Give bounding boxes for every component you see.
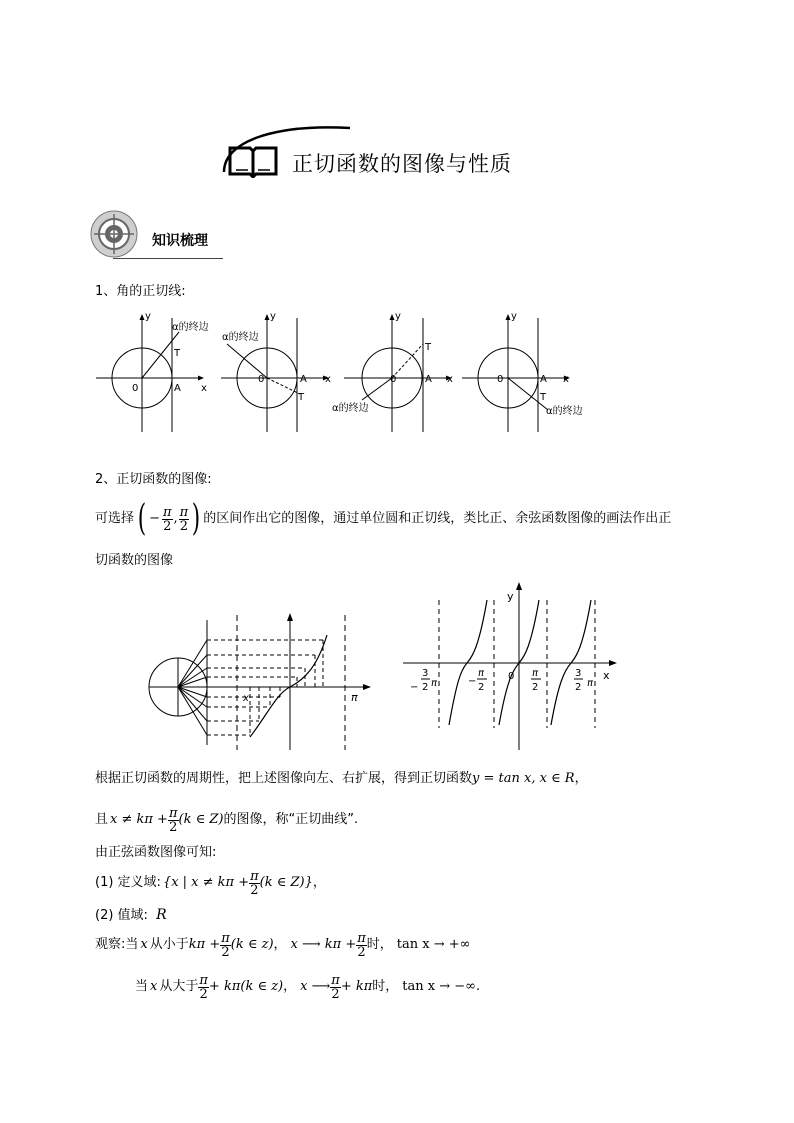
heading-tangent-line: 1、角的正切线:: [95, 284, 186, 299]
observation-line-2: [135, 970, 480, 1004]
fig1-y-label: y: [145, 311, 151, 322]
tangent-figure-3: [332, 311, 453, 432]
obs1-time: 时，: [366, 937, 393, 952]
domain-end: ，: [312, 875, 326, 890]
fig2-terminal-label: α的终边: [222, 332, 259, 343]
interval-comma: ,: [173, 511, 178, 526]
obs2-kpi: + kπ(k ∈ z): [208, 979, 284, 994]
right-fig-origin-label: 0: [508, 671, 515, 682]
interval-suffix: 的区间作出它的图像，通过单位圆和正切线，类比正、余弦函数图像的画法作出正: [203, 511, 672, 526]
tangent-line-figures: [92, 310, 592, 436]
tangent-figure-2: [221, 311, 331, 432]
label-neg-half-pi: π: [478, 668, 485, 679]
fig3-terminal-label: α的终边: [332, 403, 369, 414]
def-fraction: $\frac{\pi}{2}$: [168, 805, 178, 835]
fig4-terminal-label: α的终边: [546, 406, 583, 417]
range-line: [95, 906, 167, 925]
fig1-o-label: 0: [132, 383, 139, 394]
domain-fraction: $\frac{\pi}{2}$: [250, 868, 259, 898]
label-neg-three-pi: π: [431, 678, 438, 689]
label-neg-half-minus: −: [468, 676, 477, 687]
domain-math-a: {x | x ≠ kπ +: [162, 875, 250, 890]
label-three-half-den: 2: [575, 682, 582, 693]
right-fig-x-label: x: [603, 669, 610, 682]
book-icon: [228, 146, 278, 178]
label-neg-three-den: 2: [422, 682, 429, 693]
fraction-pi-over-2-a: $\frac{\pi}{2}$: [162, 504, 172, 534]
domain-line: [95, 866, 326, 900]
obs2-comma: ，: [283, 979, 297, 994]
obs1-kpi: kπ +: [188, 937, 221, 952]
obs-label: 观察:: [95, 937, 126, 952]
fig2-t-label: T: [298, 392, 305, 403]
obs1-arrow: x ⟶ kπ +: [290, 937, 357, 952]
obs1-comma: ，: [273, 937, 287, 952]
fig2-a-label: A: [300, 374, 307, 385]
fig1-a-label: A: [174, 383, 181, 394]
label-half-pi: π: [532, 668, 539, 679]
obs2-time: 时，: [372, 979, 399, 994]
label-neg-half-den: 2: [478, 682, 485, 693]
fig2-x-label: x: [325, 374, 331, 385]
tangent-curve-definition: [95, 800, 358, 840]
left-fig-x-label: x: [243, 693, 249, 704]
def-math: x ≠ kπ +: [110, 812, 168, 827]
section-underline: [113, 258, 223, 259]
fig1-terminal-label: α的终边: [172, 322, 209, 333]
obs2-arrow: x ⟶: [300, 979, 331, 994]
interval-prefix: 可选择: [95, 511, 135, 526]
interval-line: [95, 498, 671, 540]
domain-math-b: (k ∈ Z)}: [259, 875, 313, 890]
interval-line-2: 切函数的图像: [95, 553, 174, 568]
fig1-t-label: T: [174, 348, 181, 359]
tangent-curves-graph: [395, 580, 625, 755]
fig4-a-label: A: [540, 374, 547, 385]
obs1-limit: tan x → +∞: [396, 937, 471, 952]
obs2-fraction-a: $\frac{\pi}{2}$: [199, 972, 208, 1002]
fig3-o-label: 0: [390, 374, 397, 385]
obs2-greater: 从大于: [159, 979, 199, 994]
domain-label: (1) 定义域:: [95, 875, 161, 890]
page-title: 正切函数的图像与性质: [292, 152, 512, 176]
unit-circle-construction: [145, 605, 385, 755]
fig2-y-label: y: [270, 311, 276, 322]
obs1-x: x: [140, 937, 148, 952]
right-fig-y-label: y: [507, 590, 514, 603]
obs1-fraction-a: $\frac{\pi}{2}$: [221, 930, 230, 960]
fig3-x-label: x: [447, 374, 453, 385]
label-neg-three-num: 3: [422, 668, 429, 679]
fig4-x-label: x: [563, 374, 569, 385]
obs1-k-in-z: (k ∈ z): [230, 937, 274, 952]
tangent-figure-4: [462, 311, 583, 432]
extend-end: ，: [574, 771, 588, 786]
fig3-a-label: A: [425, 374, 432, 385]
obs2-fraction-b: $\frac{\pi}{2}$: [331, 972, 340, 1002]
obs2-kpi-b: + kπ: [340, 979, 373, 994]
interval-left-paren: (: [137, 498, 147, 539]
extend-text: 根据正切函数的周期性，把上述图像向左、右扩展，得到正切函数: [95, 771, 473, 786]
interval-right-paren: ): [192, 498, 201, 539]
left-fig-pi-label: π: [351, 691, 358, 704]
fig2-o-label: 0: [258, 374, 265, 385]
obs2-when: 当: [135, 979, 149, 994]
obs1-fraction-b: $\frac{\pi}{2}$: [357, 930, 366, 960]
heading-tangent-graph: 2、正切函数的图像:: [95, 472, 212, 487]
obs2-end: .: [475, 979, 481, 994]
fraction-pi-over-2-b: $\frac{\pi}{2}$: [179, 504, 189, 534]
obs2-limit: tan x → −∞: [402, 979, 476, 994]
label-three-half-num: 3: [575, 668, 582, 679]
def-and: 且: [95, 812, 109, 827]
obs2-x: x: [150, 979, 158, 994]
target-icon: [90, 210, 138, 258]
fig3-y-label: y: [395, 311, 401, 322]
observation-line-1: [95, 928, 471, 962]
fig4-o-label: 0: [497, 374, 504, 385]
extend-math: y = tan x, x ∈ R: [472, 771, 575, 786]
fig4-t-label: T: [540, 392, 547, 403]
extend-paragraph: [95, 770, 588, 788]
obs1-less: 从小于: [149, 937, 189, 952]
section-title: 知识梳理: [152, 233, 208, 249]
tangent-figure-1: [96, 311, 209, 432]
def-k-in-z: (k ∈ Z): [178, 812, 224, 827]
from-graph-text: 由正弦函数图像可知:: [95, 845, 217, 860]
fig3-t-label: T: [425, 342, 432, 353]
range-label: (2) 值域:: [95, 908, 148, 923]
range-math: R: [156, 907, 167, 923]
label-neg-three-half-minus: −: [410, 682, 419, 693]
obs1-when: 当: [125, 937, 139, 952]
label-three-half-pi: π: [587, 678, 594, 689]
def-text: 的图像，称“正切曲线”.: [223, 812, 359, 827]
fig4-y-label: y: [511, 311, 517, 322]
fig1-x-label: x: [201, 383, 207, 394]
interval-minus: −: [149, 511, 160, 526]
label-half-den: 2: [532, 682, 539, 693]
